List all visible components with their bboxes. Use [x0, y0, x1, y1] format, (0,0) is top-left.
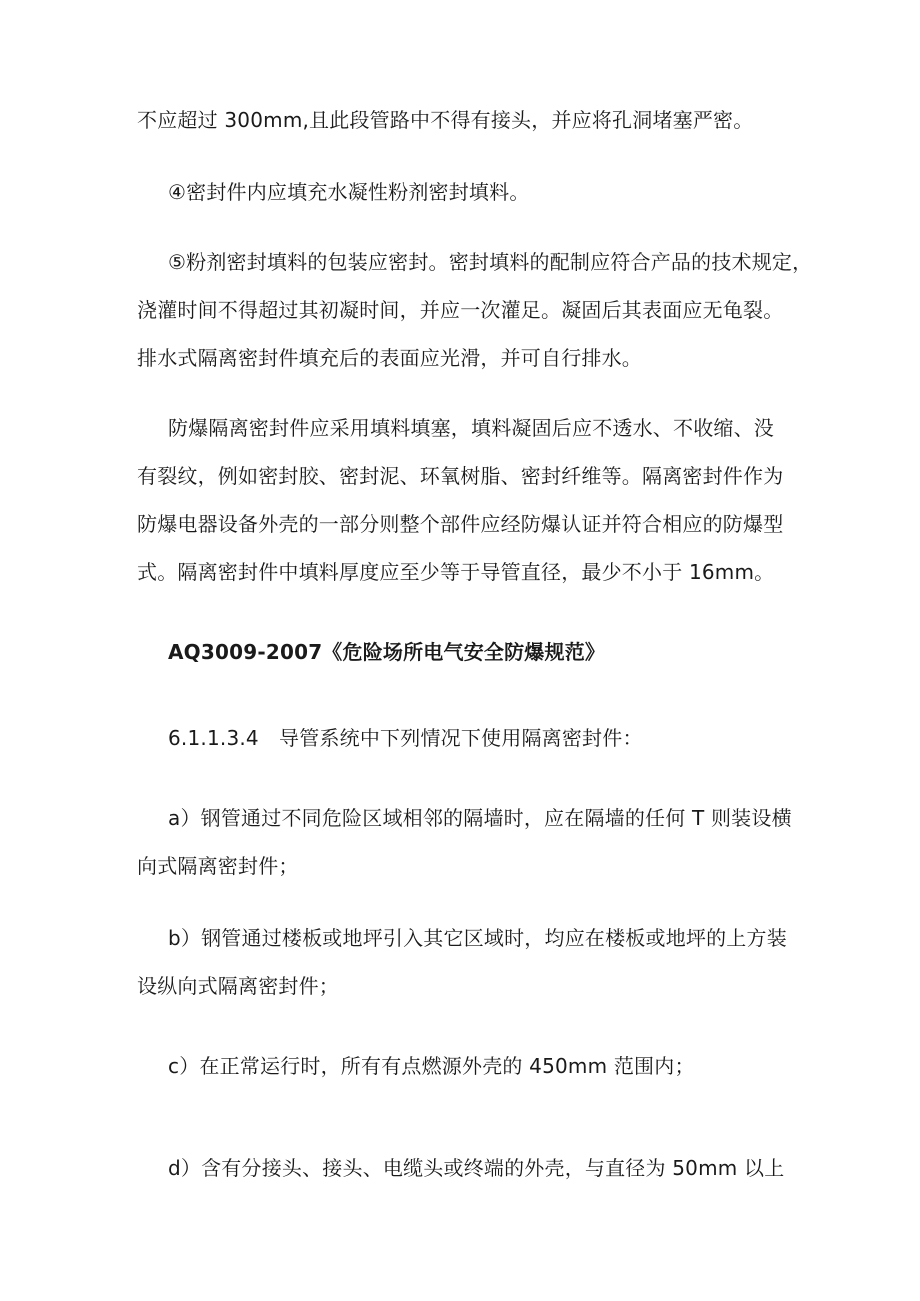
list-item-d: d）含有分接头、接头、电缆头或终端的外壳，与直径为 50mm 以上	[168, 1156, 785, 1180]
list-item-a-cont: 向式隔离密封件；	[137, 854, 299, 878]
text-line: 浇灌时间不得超过其初凝时间，并应一次灌足。凝固后其表面应无龟裂。	[137, 298, 784, 322]
list-item-c: c）在正常运行时，所有有点燃源外壳的 450mm 范围内；	[168, 1054, 695, 1078]
section-heading: AQ3009-2007《危险场所电气安全防爆规范》	[168, 640, 606, 664]
list-item-b-cont: 设纵向式隔离密封件；	[137, 974, 339, 998]
list-item-b: b）钢管通过楼板或地坪引入其它区域时，均应在楼板或地坪的上方装	[168, 926, 787, 950]
clause-heading: 6.1.1.3.4 导管系统中下列情况下使用隔离密封件：	[168, 726, 643, 750]
text-line: 不应超过 300mm,且此段管路中不得有接头，并应将孔洞堵塞严密。	[137, 108, 754, 132]
text-line: 防爆电器设备外壳的一部分则整个部件应经防爆认证并符合相应的防爆型	[137, 512, 784, 536]
text-line: 排水式隔离密封件填充后的表面应光滑，并可自行排水。	[137, 346, 642, 370]
text-line: 防爆隔离密封件应采用填料填塞，填料凝固后应不透水、不收缩、没	[168, 416, 774, 440]
text-line: ⑤粉剂密封填料的包装应密封。密封填料的配制应符合产品的技术规定，	[168, 250, 813, 274]
text-line: 式。隔离密封件中填料厚度应至少等于导管直径，最少不小于 16mm。	[137, 560, 775, 584]
text-line: 有裂纹，例如密封胶、密封泥、环氧树脂、密封纤维等。隔离密封件作为	[137, 464, 784, 488]
list-item-a: a）钢管通过不同危险区域相邻的隔墙时，应在隔墙的任何 T 则装设横	[168, 806, 792, 830]
text-line: ④密封件内应填充水凝性粉剂密封填料。	[168, 180, 530, 204]
